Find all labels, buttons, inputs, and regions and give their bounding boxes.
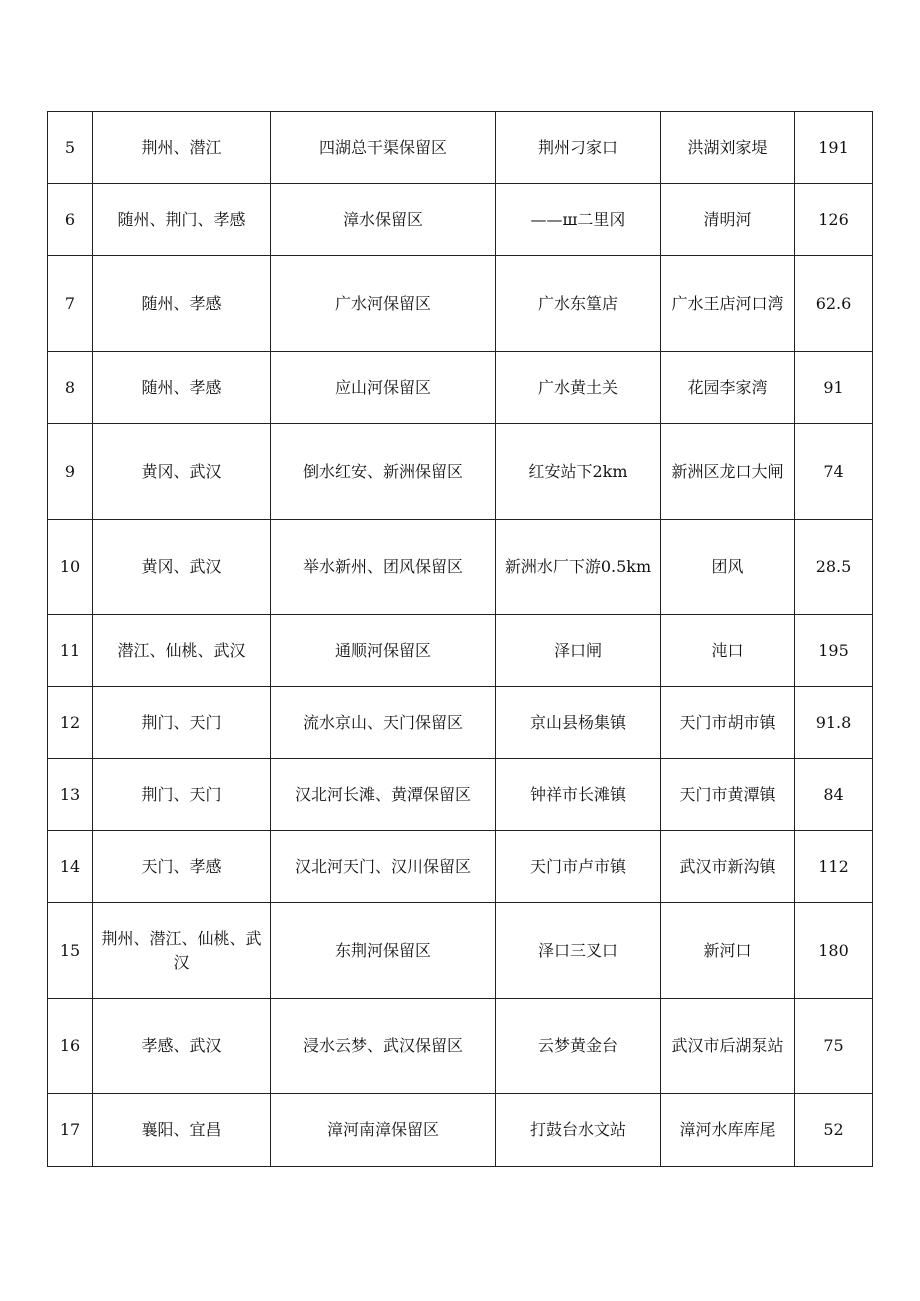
length-cell: 91 <box>795 352 873 424</box>
start-point-cell: 泽口三叉口 <box>496 903 661 999</box>
table-row <box>48 999 873 1094</box>
row-number: 15 <box>48 903 93 999</box>
table-row <box>48 520 873 615</box>
start-point-cell: 新洲水厂下游0.5km <box>496 520 661 615</box>
start-point-cell: 天门市卢市镇 <box>496 831 661 903</box>
region-cell: 黄冈、武汉 <box>93 520 271 615</box>
end-point-cell: 洪湖刘家堤 <box>661 112 795 184</box>
zone-name-cell: 浸水云梦、武汉保留区 <box>271 999 496 1094</box>
end-point-cell: 新洲区龙口大闸 <box>661 424 795 520</box>
row-number: 5 <box>48 112 93 184</box>
table-row <box>48 687 873 759</box>
table-row <box>48 184 873 256</box>
start-point-cell: 广水黄土关 <box>496 352 661 424</box>
start-point-cell: 红安站下2km <box>496 424 661 520</box>
zone-name-cell: 东荆河保留区 <box>271 903 496 999</box>
zone-name-cell: 应山河保留区 <box>271 352 496 424</box>
region-cell: 荆门、天门 <box>93 759 271 831</box>
region-cell: 天门、孝感 <box>93 831 271 903</box>
region-cell: 随州、孝感 <box>93 256 271 352</box>
zone-name-cell: 漳河南漳保留区 <box>271 1094 496 1167</box>
table-row <box>48 903 873 999</box>
end-point-cell: 新河口 <box>661 903 795 999</box>
zone-name-cell: 汉北河长滩、黄潭保留区 <box>271 759 496 831</box>
length-cell: 180 <box>795 903 873 999</box>
start-point-cell: 钟祥市长滩镇 <box>496 759 661 831</box>
row-number: 14 <box>48 831 93 903</box>
row-number: 13 <box>48 759 93 831</box>
region-cell: 荆州、潜江、仙桃、武汉 <box>93 903 271 999</box>
length-cell: 84 <box>795 759 873 831</box>
end-point-cell: 清明河 <box>661 184 795 256</box>
length-cell: 112 <box>795 831 873 903</box>
length-cell: 74 <box>795 424 873 520</box>
row-number: 6 <box>48 184 93 256</box>
table-row <box>48 1094 873 1167</box>
length-cell: 52 <box>795 1094 873 1167</box>
row-number: 16 <box>48 999 93 1094</box>
reserve-zone-table <box>47 111 873 1167</box>
row-number: 12 <box>48 687 93 759</box>
table-row <box>48 615 873 687</box>
region-cell: 孝感、武汉 <box>93 999 271 1094</box>
start-point-cell: 打鼓台水文站 <box>496 1094 661 1167</box>
length-cell: 62.6 <box>795 256 873 352</box>
zone-name-cell: 流水京山、天门保留区 <box>271 687 496 759</box>
start-point-cell: 荆州刁家口 <box>496 112 661 184</box>
table-row <box>48 424 873 520</box>
zone-name-cell: 广水河保留区 <box>271 256 496 352</box>
region-cell: 随州、孝感 <box>93 352 271 424</box>
region-cell: 随州、荆门、孝感 <box>93 184 271 256</box>
end-point-cell: 武汉市新沟镇 <box>661 831 795 903</box>
start-point-cell: 广水东篁店 <box>496 256 661 352</box>
row-number: 10 <box>48 520 93 615</box>
zone-name-cell: 倒水红安、新洲保留区 <box>271 424 496 520</box>
region-cell: 潜江、仙桃、武汉 <box>93 615 271 687</box>
end-point-cell: 沌口 <box>661 615 795 687</box>
table-row <box>48 759 873 831</box>
length-cell: 75 <box>795 999 873 1094</box>
table-row <box>48 831 873 903</box>
start-point-cell: ——ш二里冈 <box>496 184 661 256</box>
region-cell: 襄阳、宜昌 <box>93 1094 271 1167</box>
zone-name-cell: 举水新州、团风保留区 <box>271 520 496 615</box>
length-cell: 191 <box>795 112 873 184</box>
table-row <box>48 256 873 352</box>
row-number: 7 <box>48 256 93 352</box>
row-number: 9 <box>48 424 93 520</box>
zone-name-cell: 通顺河保留区 <box>271 615 496 687</box>
row-number: 11 <box>48 615 93 687</box>
end-point-cell: 广水王店河口湾 <box>661 256 795 352</box>
zone-name-cell: 漳水保留区 <box>271 184 496 256</box>
zone-name-cell: 四湖总干渠保留区 <box>271 112 496 184</box>
start-point-cell: 京山县杨集镇 <box>496 687 661 759</box>
length-cell: 91.8 <box>795 687 873 759</box>
end-point-cell: 团风 <box>661 520 795 615</box>
row-number: 8 <box>48 352 93 424</box>
zone-name-cell: 汉北河天门、汉川保留区 <box>271 831 496 903</box>
start-point-cell: 云梦黄金台 <box>496 999 661 1094</box>
end-point-cell: 武汉市后湖泵站 <box>661 999 795 1094</box>
table-row <box>48 112 873 184</box>
end-point-cell: 漳河水库库尾 <box>661 1094 795 1167</box>
table-row <box>48 352 873 424</box>
row-number: 17 <box>48 1094 93 1167</box>
region-cell: 荆州、潜江 <box>93 112 271 184</box>
end-point-cell: 天门市胡市镇 <box>661 687 795 759</box>
length-cell: 195 <box>795 615 873 687</box>
region-cell: 荆门、天门 <box>93 687 271 759</box>
start-point-cell: 泽口闸 <box>496 615 661 687</box>
length-cell: 126 <box>795 184 873 256</box>
length-cell: 28.5 <box>795 520 873 615</box>
end-point-cell: 天门市黄潭镇 <box>661 759 795 831</box>
end-point-cell: 花园李家湾 <box>661 352 795 424</box>
region-cell: 黄冈、武汉 <box>93 424 271 520</box>
